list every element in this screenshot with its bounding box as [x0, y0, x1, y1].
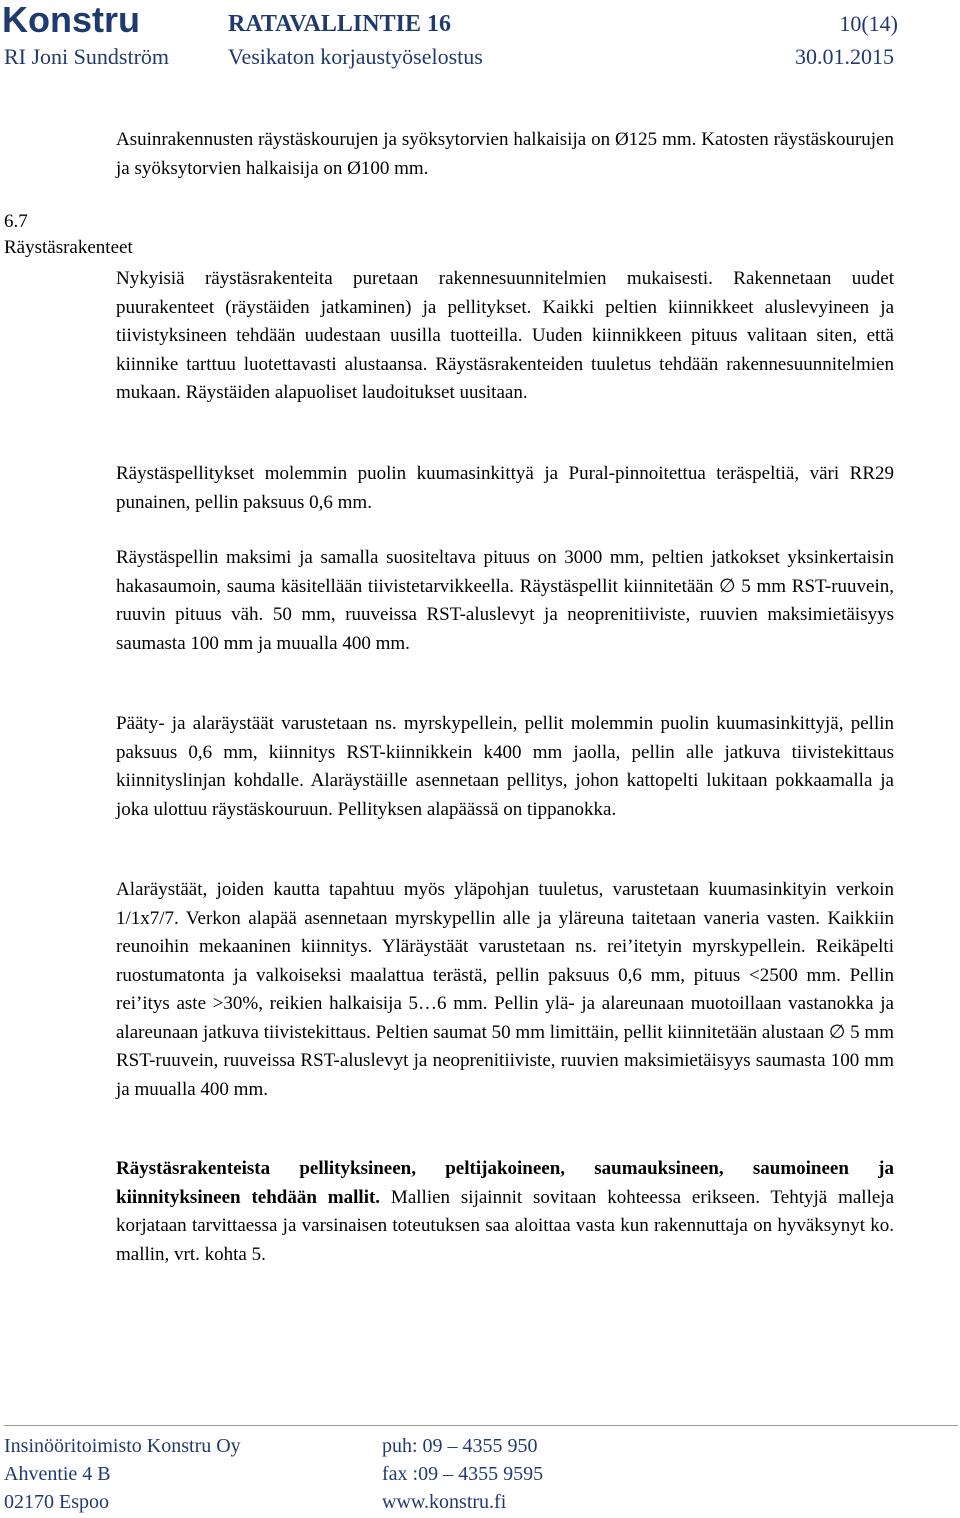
page-number: 10(14)	[839, 11, 898, 36]
footer-address	[4, 1432, 241, 1516]
paragraph-eaves-flashing: Räystäspellitykset molemmin puolin kuumasinkittyä ja Pural-pinnoitettua teräspeltiä, väri RR29 punainen, pellin paksuus 0,6 mm.	[116, 463, 894, 513]
footer-street: Ahventie 4 B	[4, 1463, 111, 1485]
paragraph-gable-eaves: Pääty- ja alaräystäät varustetaan ns. myrskypellein, pellit molemmin puolin kuumasinkittyjä, pellin paksuus 0,6 mm, kiinnitys RST-kiinnikkein k400 mm jaolla, pellin alle jatkuva tiivistekittaus kiinnityslinjan kohdalle. Alaräystäille asennetaan pellitys, johon kattopelti lukitaan pokkaamalla ja joka ulottuu räystäskouruun. Pellityksen alapäässä on tippanokka.	[116, 713, 894, 820]
author-name: RI Joni Sundström	[4, 44, 170, 69]
company-logo: Konstru	[2, 0, 140, 40]
footer-divider	[4, 1425, 958, 1426]
project-title: RATAVALLINTIE 16	[228, 11, 451, 37]
models-text: Mallien sijainnit sovitaan kohteessa erikseen. Tehtyjä malleja korjataan tarvittaessa ja varsinaisen toteutuksen saa aloittaa vasta kun rakennuttaja on hyväksynyt ko. mallin, vrt. kohta 5.	[116, 1186, 895, 1265]
footer-contact	[382, 1432, 543, 1516]
document-title: Vesikaton korjaustyöselostus	[228, 44, 483, 69]
models-bold-text: Räystäsrakenteista pellityksineen, peltijakoineen, saumauksineen, saumoineen ja kiinnityksineen tehdään mallit.	[116, 1158, 894, 1208]
section-number: 6.7	[4, 211, 28, 232]
section-title: Räystäsrakenteet	[4, 237, 133, 258]
page-footer	[0, 1432, 960, 1518]
footer-company: Insinööritoimisto Konstru Oy	[4, 1435, 241, 1457]
document-date: 30.01.2015	[795, 44, 894, 69]
intro-paragraph: Asuinrakennusten räystäskourujen ja syöksytorvien halkaisija on Ø125 mm. Katosten räystäskourujen ja syöksytorvien halkaisija on Ø100 mm.	[116, 129, 894, 179]
footer-postal: 02170 Espoo	[4, 1491, 109, 1513]
page-header	[0, 0, 960, 72]
paragraph-lower-eaves: Alaräystäät, joiden kautta tapahtuu myös yläpohjan tuuletus, varustetaan kuumasinkityin verkoin 1/1x7/7. Verkon alapää asennetaan myrskypellin alle ja yläreuna taitetaan vaneria vasten. Kaikkiin reunoihin mekaaninen kiinnitys. Yläräystäät varustetaan ns. rei’itetyin myrskypellein. Reikäpelti ruostumatonta ja valkoiseksi maalattua terästä, pellin paksuus 0,6 mm, pituus <2500 mm. Pellin rei’itys aste >30%, reikien halkaisija 5…6 mm. Pellin ylä- ja alareunaan muotoillaan vastanokka ja alareunaan jatkuva tiivistekittaus. Peltien saumat 50 mm limittäin, pellit kiinnitetään alustaan ∅ 5 mm RST-ruuvein, ruuveissa RST-aluslevyt ja neoprenitiiviste, ruuvien maksimietäisyys saumasta 100 mm ja muualla 400 mm.	[116, 879, 894, 1100]
footer-phone: puh: 09 – 4355 950	[382, 1435, 538, 1457]
footer-website: www.konstru.fi	[382, 1491, 507, 1513]
paragraph-flashing-length: Räystäspellin maksimi ja samalla suositeltava pituus on 3000 mm, peltien jatkokset yksinkertaisin hakasaumoin, sauma käsitellään tiivistetarvikkeella. Räystäspellit kiinnitetään ∅ 5 mm RST-ruuvein, ruuvin pituus väh. 50 mm, ruuveissa RST-aluslevyt ja neoprenitiiviste, ruuvien maksimietäisyys saumasta 100 mm ja muualla 400 mm.	[116, 547, 894, 654]
paragraph-eaves-structures: Nykyisiä räystäsrakenteita puretaan rakennesuunnitelmien mukaisesti. Rakennetaan uudet puurakenteet (räystäiden jatkaminen) ja pellitykset. Kaikki peltien kiinnikkeet aluslevyineen ja tiivistyksineen tehdään uudestaan uusilla tuotteilla. Uuden kiinnikkeen pituus valitaan siten, että kiinnike tarttuu luotettavasti alustaansa. Räystäsrakenteiden tuuletus tehdään rakennesuunnitelmien mukaan. Räystäiden alapuoliset laudoitukset uusitaan.	[116, 268, 894, 403]
paragraph-models	[116, 1155, 894, 1269]
footer-fax: fax :09 – 4355 9595	[382, 1463, 544, 1485]
